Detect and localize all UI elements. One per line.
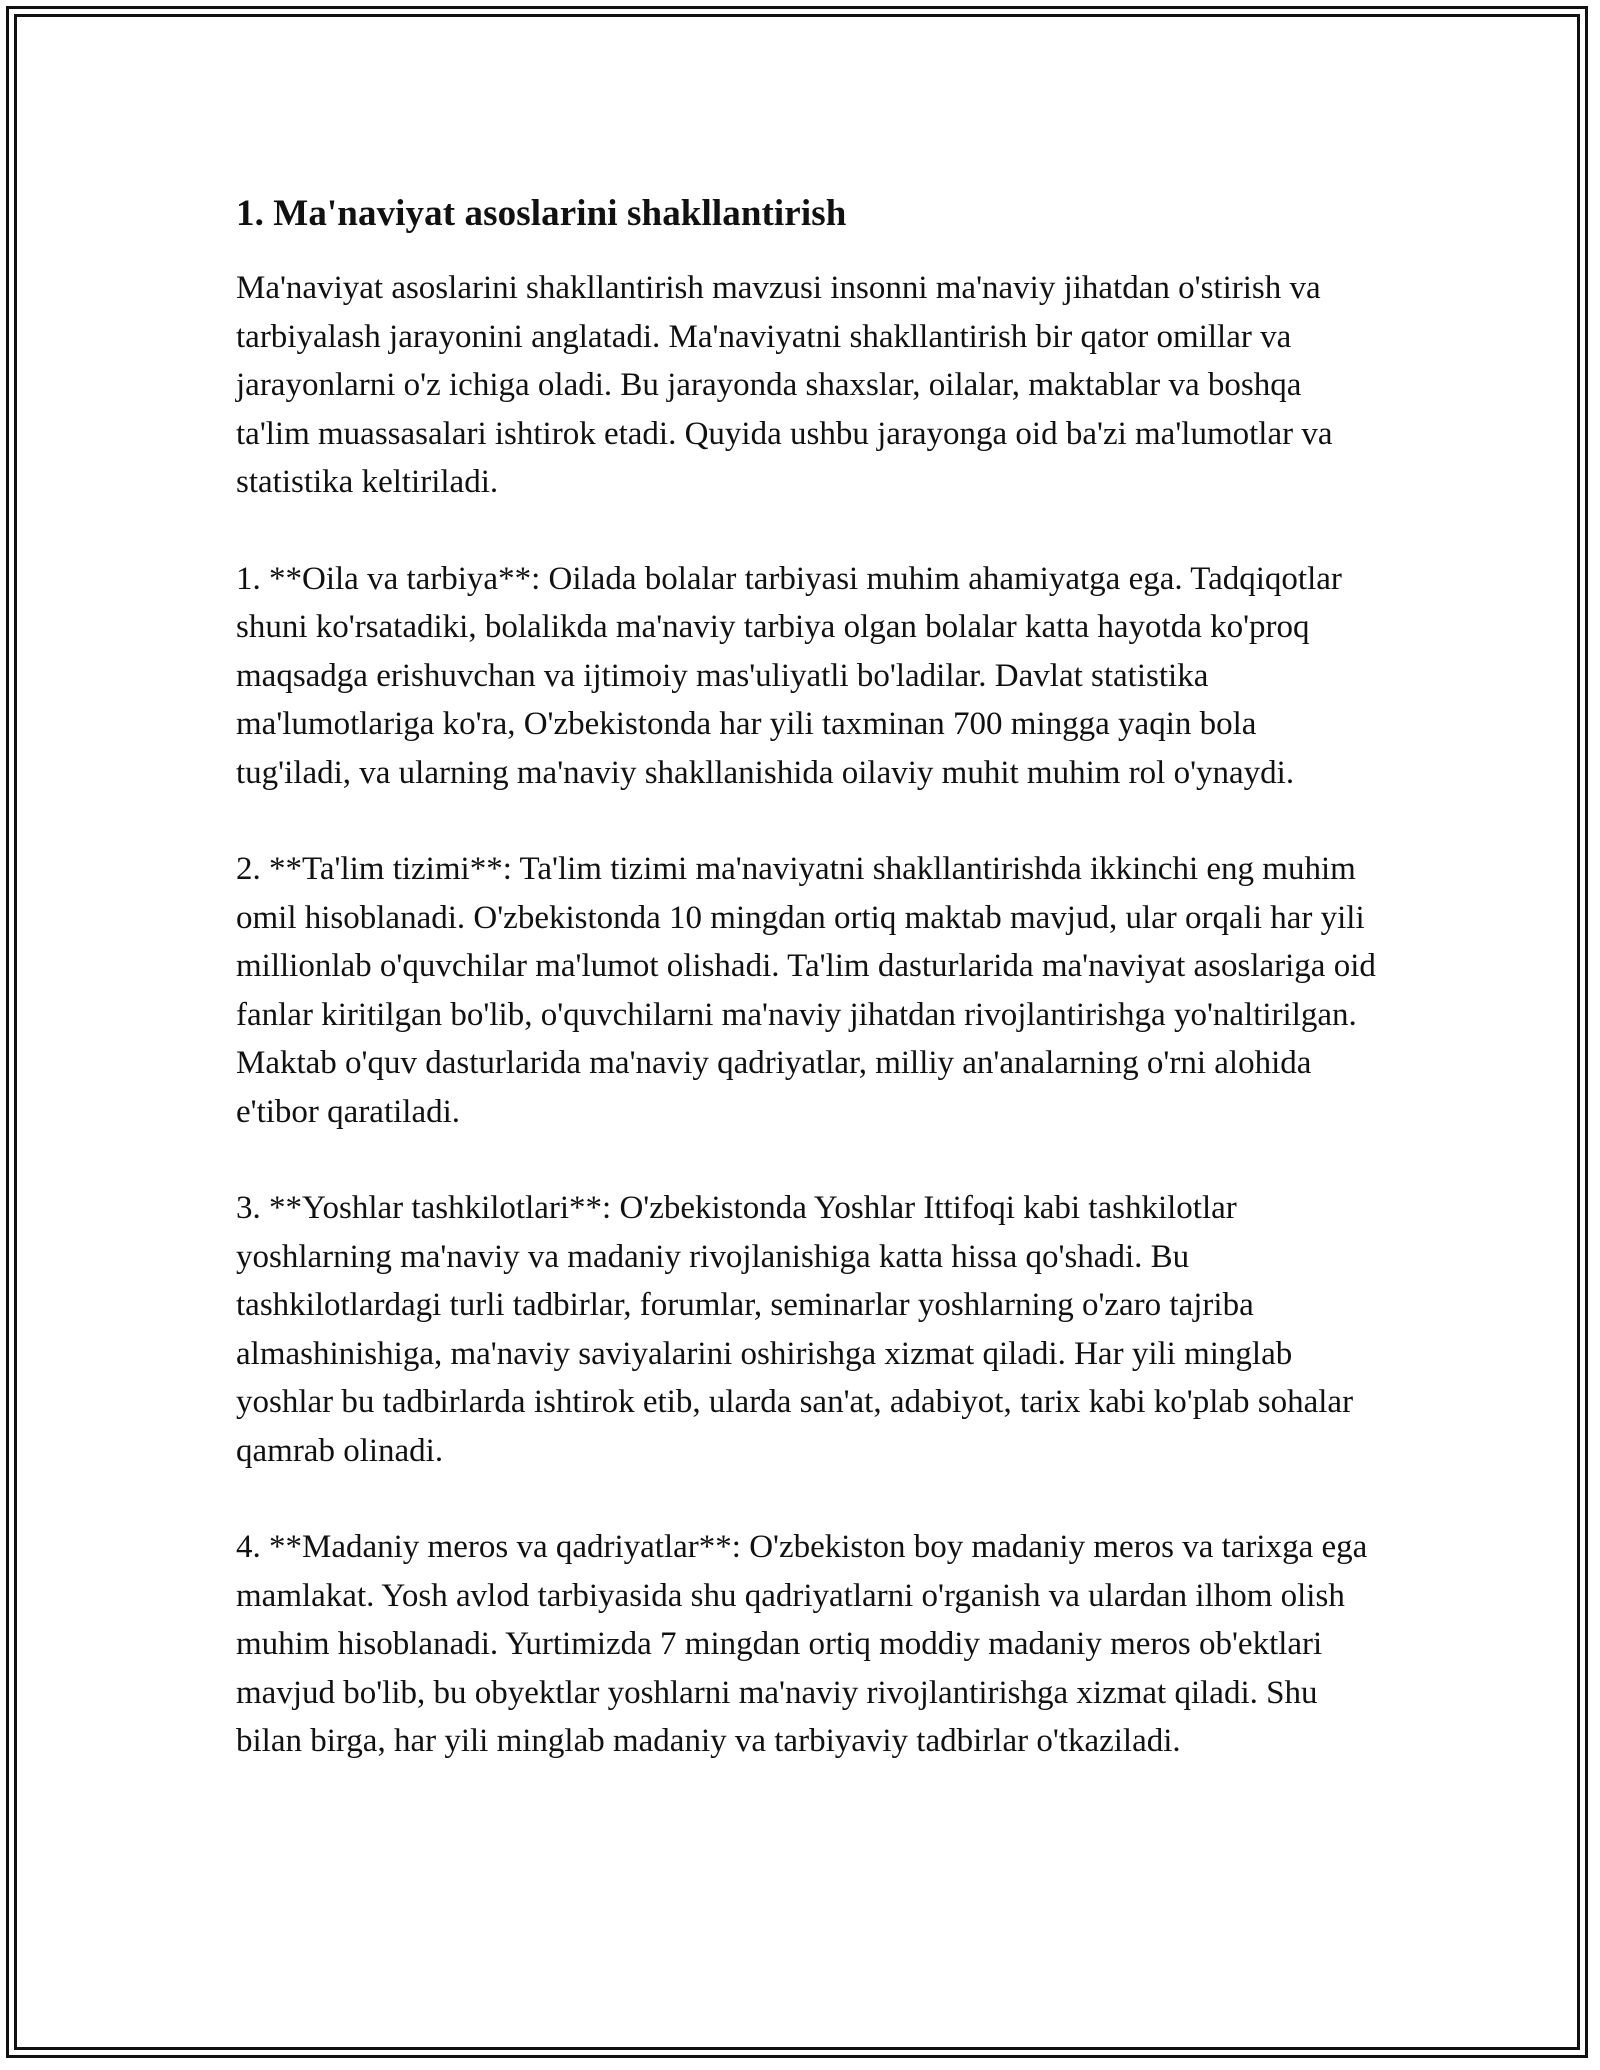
paragraph-talim-tizimi: 2. **Ta'lim tizimi**: Ta'lim tizimi ma'naviyatni shakllantirishda ikkinchi eng muhim omil hisoblanadi. O'zbekistonda 10 mingdan ortiq maktab mavjud, ular orqali har yili millionlab o'quvchilar ma'lumot olishadi. Ta'lim dasturlarida ma'naviyat asoslariga oid fanlar kiritilgan bo'lib, o'quvchilarni ma'naviy jihatdan rivojlantirishga yo'naltirilgan. Maktab o'quv dasturlarida ma'naviy qadriyatlar, milliy an'analarning o'rni alohida e'tibor qaratiladi.	[236, 851, 1376, 1130]
paragraph-madaniy-meros: 4. **Madaniy meros va qadriyatlar**: O'zbekiston boy madaniy meros va tarixga ega mamlakat. Yosh avlod tarbiyasida shu qadriyatlarni o'rganish va ulardan ilhom olish muhim hisoblanadi. Yurtimizda 7 mingdan ortiq moddiy madaniy meros ob'ektlari mavjud bo'lib, bu obyektlar yoshlarni ma'naviy rivojlantirishga xizmat qiladi. Shu bilan birga, har yili minglab madaniy va tarbiyaviy tadbirlar o'tkaziladi.	[236, 1529, 1368, 1759]
paragraph-oila-va-tarbiya: 1. **Oila va tarbiya**: Oilada bolalar tarbiyasi muhim ahamiyatga ega. Tadqiqotlar shuni ko'rsatadiki, bolalikda ma'naviy tarbiya olgan bolalar katta hayotda ko'proq maqsadga erishuvchan va ijtimoiy mas'uliyatli bo'ladilar. Davlat statistika ma'lumotlariga ko'ra, O'zbekistonda har yili taxminan 700 mingga yaqin bola tug'iladi, va ularning ma'naviy shakllanishida oilaviy muhit muhim rol o'ynaydi.	[236, 560, 1342, 791]
document-title: 1. Ma'naviyat asoslarini shakllantirish	[236, 193, 847, 234]
intro-paragraph: Ma'naviyat asoslarini shakllantirish mavzusi insonni ma'naviy jihatdan o'stirish va tarbiyalash jarayonini anglatadi. Ma'naviyatni shakllantirish bir qator omillar va jarayonlarni o'z ichiga oladi. Bu jarayonda shaxslar, oilalar, maktablar va boshqa ta'lim muassasalari ishtirok etadi. Quyida ushbu jarayonga oid ba'zi ma'lumotlar va statistika keltiriladi.	[236, 270, 1333, 500]
paragraph-yoshlar-tashkilotlari: 3. **Yoshlar tashkilotlari**: O'zbekistonda Yoshlar Ittifoqi kabi tashkilotlar yoshlarning ma'naviy va madaniy rivojlanishiga katta hissa qo'shadi. Bu tashkilotlardagi turli tadbirlar, forumlar, seminarlar yoshlarning o'zaro tajriba almashinishiga, ma'naviy saviyalarini oshirishga xizmat qiladi. Har yili minglab yoshlar bu tadbirlarda ishtirok etib, ularda san'at, adabiyot, tarix kabi ko'plab sohalar qamrab olinadi.	[236, 1190, 1354, 1469]
document-body	[236, 186, 1376, 1814]
